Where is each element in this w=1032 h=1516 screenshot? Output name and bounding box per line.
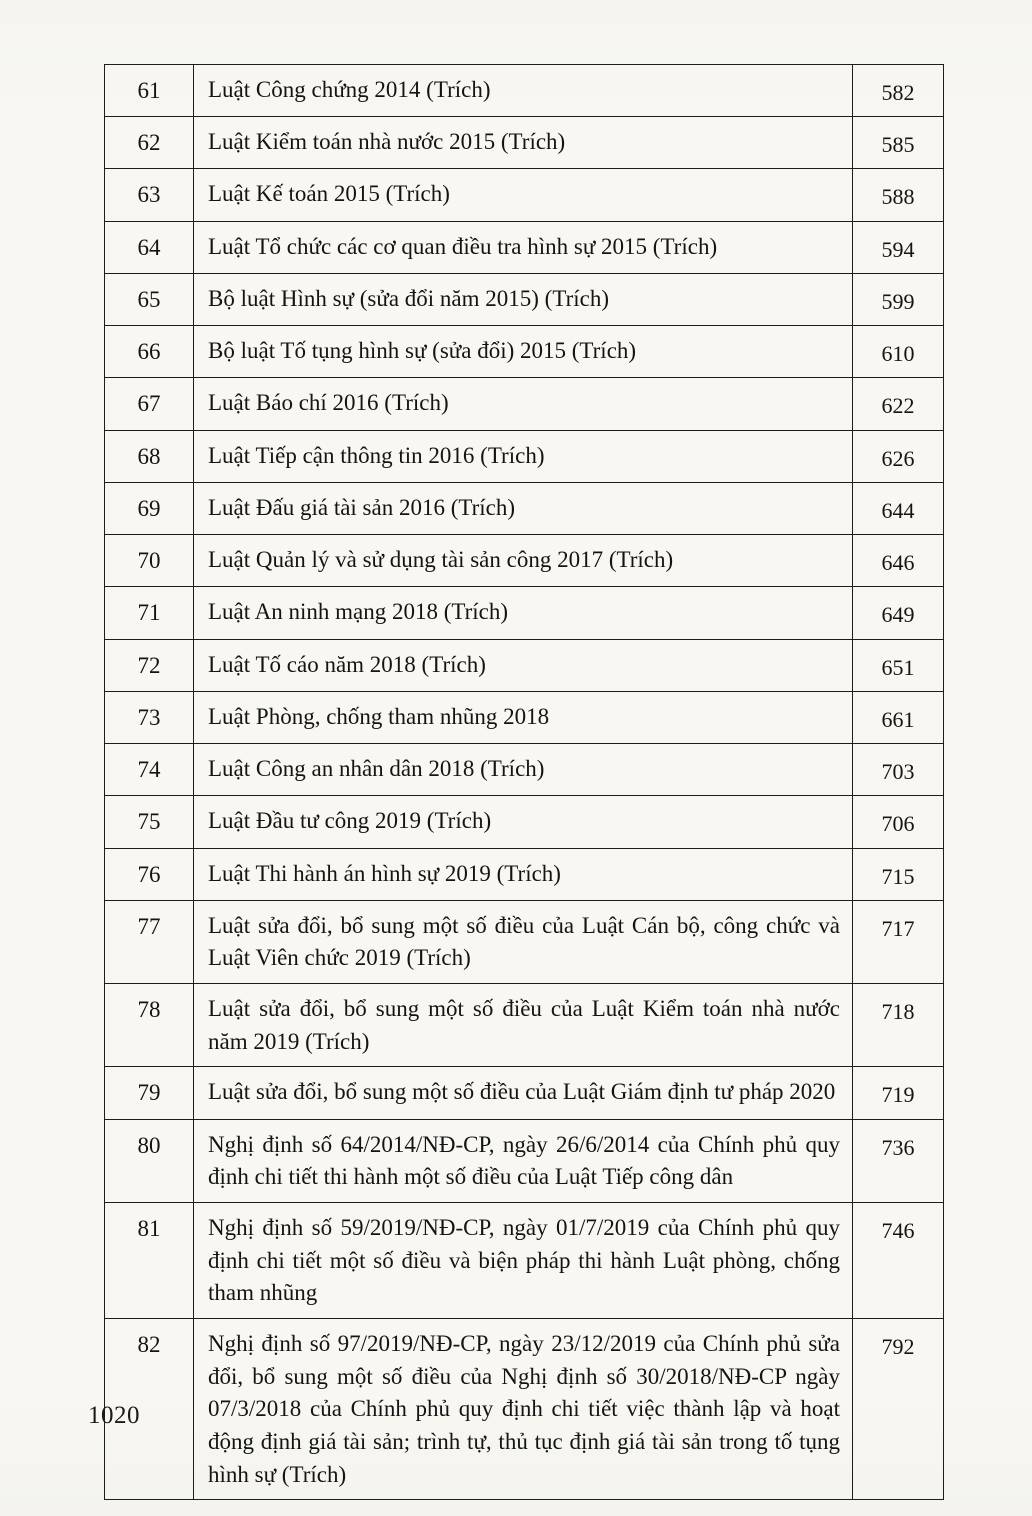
table-row [105, 1202, 944, 1318]
entry-number: 66 [105, 326, 194, 378]
toc-table-body [105, 65, 944, 1500]
entry-title: Luật sửa đổi, bổ sung một số điều của Luật Kiểm toán nhà nước năm 2019 (Trích) [194, 984, 853, 1067]
table-row [105, 691, 944, 743]
table-row [105, 587, 944, 639]
entry-title: Luật Quản lý và sử dụng tài sản công 2017 (Trích) [194, 535, 853, 587]
entry-page: 610 [853, 326, 944, 378]
entry-number: 65 [105, 273, 194, 325]
entry-number: 81 [105, 1202, 194, 1318]
entry-title: Luật Báo chí 2016 (Trích) [194, 378, 853, 430]
entry-page: 599 [853, 273, 944, 325]
entry-title: Luật Tố cáo năm 2018 (Trích) [194, 639, 853, 691]
table-row [105, 221, 944, 273]
entry-title: Nghị định số 97/2019/NĐ-CP, ngày 23/12/2019 của Chính phủ sửa đổi, bổ sung một số điều của Nghị định số 30/2018/NĐ-CP ngày 07/3/2018 của Chính phủ quy định chi tiết việc thành lập và hoạt động định giá tài sản; trình tự, thủ tục định giá tài sản trong tố tụng hình sự (Trích) [194, 1318, 853, 1499]
entry-title: Luật Đấu giá tài sản 2016 (Trích) [194, 482, 853, 534]
entry-title: Luật Tổ chức các cơ quan điều tra hình sự 2015 (Trích) [194, 221, 853, 273]
table-row [105, 117, 944, 169]
entry-page: 651 [853, 639, 944, 691]
entry-title: Luật sửa đổi, bổ sung một số điều của Luật Cán bộ, công chức và Luật Viên chức 2019 (Trích) [194, 900, 853, 983]
table-row [105, 1119, 944, 1202]
entry-title: Luật Kế toán 2015 (Trích) [194, 169, 853, 221]
entry-number: 78 [105, 984, 194, 1067]
table-row [105, 169, 944, 221]
entry-number: 80 [105, 1119, 194, 1202]
entry-page: 622 [853, 378, 944, 430]
entry-page: 706 [853, 796, 944, 848]
entry-page: 746 [853, 1202, 944, 1318]
entry-page: 585 [853, 117, 944, 169]
table-row [105, 65, 944, 117]
table-row [105, 535, 944, 587]
entry-number: 76 [105, 848, 194, 900]
entry-number: 61 [105, 65, 194, 117]
table-row [105, 984, 944, 1067]
table-row [105, 1318, 944, 1499]
entry-number: 74 [105, 744, 194, 796]
entry-number: 70 [105, 535, 194, 587]
entry-title: Luật Công chứng 2014 (Trích) [194, 65, 853, 117]
entry-page: 594 [853, 221, 944, 273]
entry-number: 75 [105, 796, 194, 848]
entry-page: 703 [853, 744, 944, 796]
entry-number: 72 [105, 639, 194, 691]
page-number: 1020 [88, 1402, 140, 1429]
entry-title: Luật Đầu tư công 2019 (Trích) [194, 796, 853, 848]
table-row [105, 430, 944, 482]
entry-number: 62 [105, 117, 194, 169]
entry-title: Bộ luật Hình sự (sửa đổi năm 2015) (Trích) [194, 273, 853, 325]
entry-page: 649 [853, 587, 944, 639]
entry-number: 63 [105, 169, 194, 221]
table-row [105, 848, 944, 900]
entry-number: 69 [105, 482, 194, 534]
entry-page: 719 [853, 1067, 944, 1119]
entry-page: 661 [853, 691, 944, 743]
entry-title: Nghị định số 64/2014/NĐ-CP, ngày 26/6/2014 của Chính phủ quy định chi tiết thi hành một số điều của Luật Tiếp công dân [194, 1119, 853, 1202]
entry-page: 717 [853, 900, 944, 983]
entry-number: 67 [105, 378, 194, 430]
table-row [105, 482, 944, 534]
entry-page: 718 [853, 984, 944, 1067]
table-row [105, 796, 944, 848]
entry-title: Luật sửa đổi, bổ sung một số điều của Luật Giám định tư pháp 2020 [194, 1067, 853, 1119]
table-row [105, 900, 944, 983]
entry-page: 792 [853, 1318, 944, 1499]
table-row [105, 744, 944, 796]
entry-number: 77 [105, 900, 194, 983]
entry-page: 626 [853, 430, 944, 482]
toc-table [104, 64, 944, 1500]
entry-page: 736 [853, 1119, 944, 1202]
table-row [105, 326, 944, 378]
entry-page: 588 [853, 169, 944, 221]
table-row [105, 1067, 944, 1119]
entry-page: 646 [853, 535, 944, 587]
entry-page: 715 [853, 848, 944, 900]
entry-title: Luật Công an nhân dân 2018 (Trích) [194, 744, 853, 796]
entry-title: Luật An ninh mạng 2018 (Trích) [194, 587, 853, 639]
entry-number: 82 [105, 1318, 194, 1499]
entry-title: Nghị định số 59/2019/NĐ-CP, ngày 01/7/2019 của Chính phủ quy định chi tiết một số điều và biện pháp thi hành Luật phòng, chống tham nhũng [194, 1202, 853, 1318]
table-row [105, 378, 944, 430]
entry-number: 71 [105, 587, 194, 639]
entry-page: 582 [853, 65, 944, 117]
table-row [105, 273, 944, 325]
entry-page: 644 [853, 482, 944, 534]
entry-number: 73 [105, 691, 194, 743]
entry-number: 64 [105, 221, 194, 273]
entry-title: Luật Thi hành án hình sự 2019 (Trích) [194, 848, 853, 900]
entry-title: Luật Tiếp cận thông tin 2016 (Trích) [194, 430, 853, 482]
entry-number: 68 [105, 430, 194, 482]
entry-number: 79 [105, 1067, 194, 1119]
entry-title: Luật Kiểm toán nhà nước 2015 (Trích) [194, 117, 853, 169]
table-row [105, 639, 944, 691]
entry-title: Luật Phòng, chống tham nhũng 2018 [194, 691, 853, 743]
entry-title: Bộ luật Tố tụng hình sự (sửa đổi) 2015 (Trích) [194, 326, 853, 378]
